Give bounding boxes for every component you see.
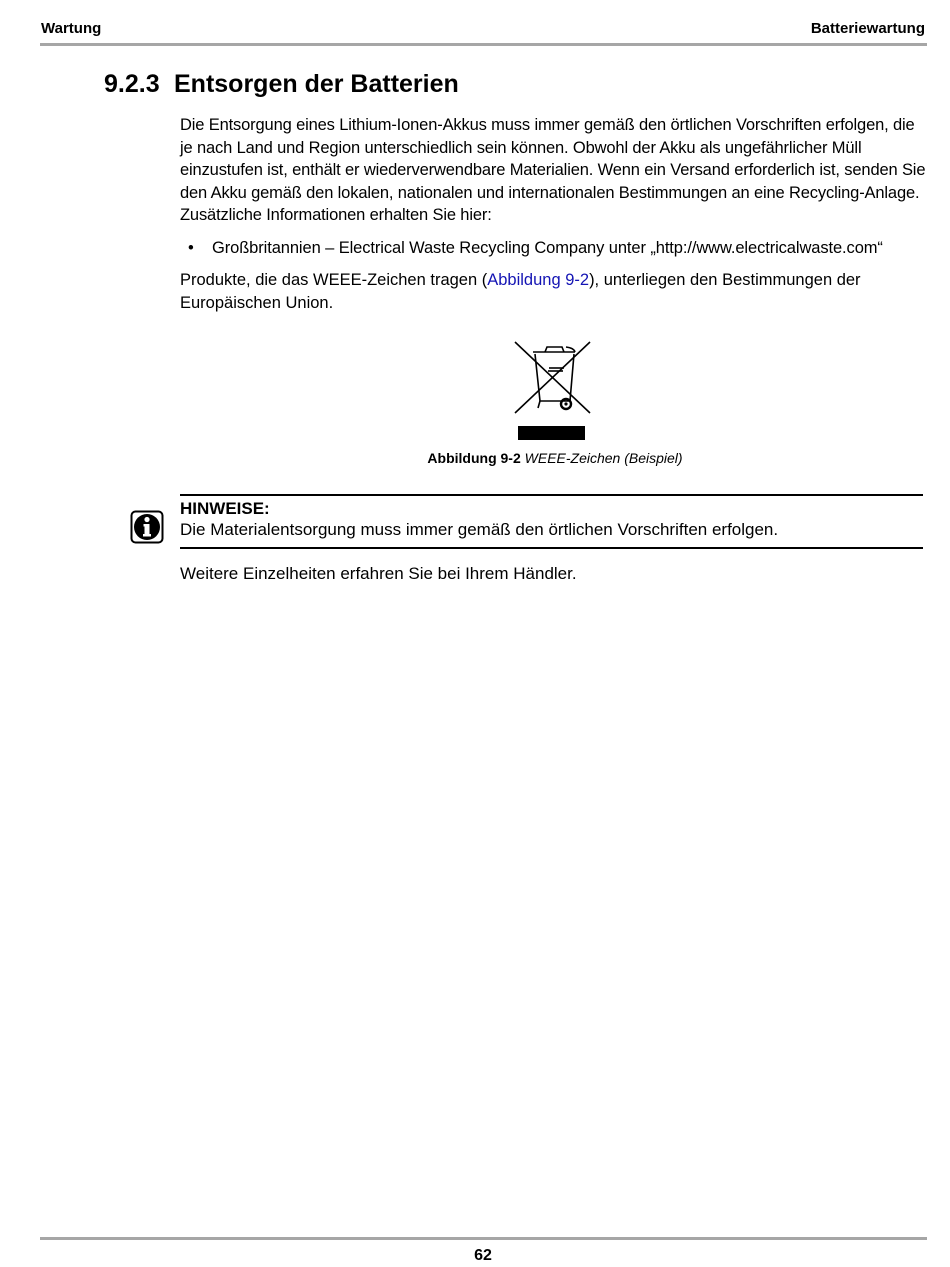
note-rule-top bbox=[180, 494, 923, 496]
header-section: Batteriewartung bbox=[810, 20, 925, 37]
body-paragraph-3: Weitere Einzelheiten erfahren Sie bei Ihrem Händler. bbox=[180, 564, 577, 583]
info-icon bbox=[130, 510, 164, 544]
body-paragraph-2 bbox=[180, 269, 930, 314]
footer-rule bbox=[40, 1237, 927, 1240]
bullet-marker: • bbox=[188, 239, 194, 257]
section-number: 9.2.3 bbox=[104, 70, 160, 98]
figure-label: Abbildung 9-2 bbox=[427, 450, 521, 466]
note-title: HINWEISE: bbox=[180, 499, 270, 518]
bullet-text: Großbritannien – Electrical Waste Recycling Company unter „http://www.electricalwaste.com“ bbox=[212, 239, 883, 257]
header-chapter: Wartung bbox=[41, 20, 102, 37]
weee-crossed-bin-icon bbox=[500, 336, 610, 444]
body-paragraph-1 bbox=[180, 114, 930, 227]
bullet-item bbox=[188, 237, 883, 260]
figure-reference-link[interactable]: Abbildung 9-2 bbox=[487, 271, 590, 289]
figure-caption-text: WEEE-Zeichen (Beispiel) bbox=[524, 450, 683, 466]
figure-caption bbox=[180, 450, 930, 466]
note-rule-bottom bbox=[180, 547, 923, 549]
header-rule bbox=[40, 43, 927, 46]
note-text: Die Materialentsorgung muss immer gemäß den örtlichen Vorschriften erfolgen. bbox=[180, 520, 779, 539]
paragraph-text: Die Entsorgung eines Lithium-Ionen-Akkus muss immer gemäß den örtlichen Vorschriften erfolgen, die je nach Land und Region unterschiedlich sein können. Obwohl der Akku als ungefährlicher Müll einzustufen ist, enthält er wiederverwendbare Materialien. Wenn ein Versand erforderlich ist, senden Sie den Akku gemäß den lokalen, nationalen und internationalen Bestimmungen an eine Recycling-Anlage. Zusätzliche Informationen erhalten Sie hier: bbox=[180, 116, 926, 224]
page-number: 62 bbox=[474, 1247, 492, 1264]
paragraph-text-after: ), unterliegen den Bestimmungen der Europäischen Union. bbox=[180, 271, 861, 312]
section-heading bbox=[104, 70, 459, 99]
section-title: Entsorgen der Batterien bbox=[174, 70, 459, 98]
paragraph-text-before: Produkte, die das WEEE-Zeichen tragen ( bbox=[180, 271, 488, 289]
